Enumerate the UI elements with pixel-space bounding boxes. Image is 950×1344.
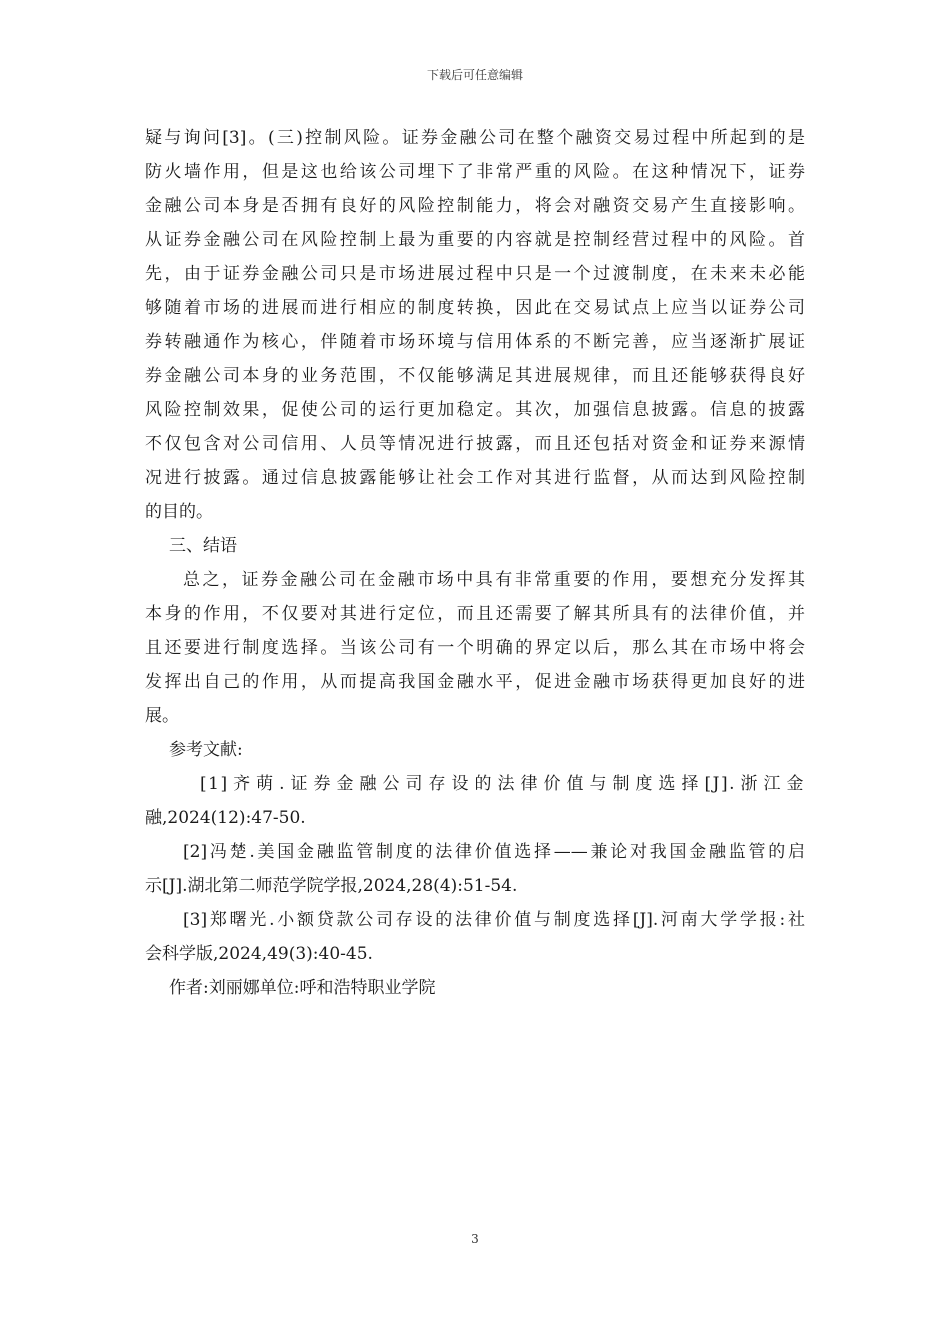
text-line: 展。	[145, 706, 179, 726]
reference-line: 融,2024(12):47-50.	[145, 808, 306, 828]
paragraph-risk-control	[145, 121, 805, 529]
text-line: 不仅包含对公司信用、人员等情况进行披露，而且还包括对资金和证券来源情	[145, 434, 805, 454]
reference-line: [3]郑曙光.小额贷款公司存设的法律价值与制度选择[J].河南大学学报:社	[183, 910, 805, 930]
text-line: 况进行披露。通过信息披露能够让社会工作对其进行监督，从而达到风险控制	[145, 468, 805, 488]
text-line: 的目的。	[145, 502, 213, 522]
text-line: 风险控制效果，促使公司的运行更加稳定。其次，加强信息披露。信息的披露	[145, 400, 805, 420]
reference-item	[145, 767, 805, 835]
text-line: 总之，证券金融公司在金融市场中具有非常重要的作用，要想充分发挥其	[183, 570, 805, 590]
reference-item	[145, 903, 805, 971]
text-line: 先，由于证券金融公司只是市场进展过程中只是一个过渡制度，在未来未必能	[145, 264, 805, 284]
text-line: 防火墙作用，但是这也给该公司埋下了非常严重的风险。在这种情况下，证券	[145, 162, 805, 182]
references-title: 参考文献:	[169, 740, 243, 760]
text-line: 够随着市场的进展而进行相应的制度转换，因此在交易试点上应当以证券公司	[145, 298, 805, 318]
reference-line: 示[J].湖北第二师范学院学报,2024,28(4):51-54.	[145, 876, 518, 896]
text-line: 且还要进行制度选择。当该公司有一个明确的界定以后，那么其在市场中将会	[145, 638, 805, 658]
reference-line: [1]齐萌.证券金融公司存设的法律价值与制度选择[J].浙江金	[200, 774, 805, 794]
text-line: 发挥出自己的作用，从而提高我国金融水平，促进金融市场获得更加良好的进	[145, 672, 805, 692]
document-body	[145, 121, 805, 1005]
page-header-note: 下载后可任意编辑	[426, 68, 523, 82]
text-line: 本身的作用，不仅要对其进行定位，而且还需要了解其所具有的法律价值，并	[145, 604, 805, 624]
text-line: 券金融公司本身的业务范围，不仅能够满足其进展规律，而且还能够获得良好	[145, 366, 805, 386]
paragraph-conclusion	[145, 563, 805, 733]
text-line: 金融公司本身是否拥有良好的风险控制能力，将会对融资交易产生直接影响。	[145, 196, 805, 216]
text-line: 券转融通作为核心，伴随着市场环境与信用体系的不断完善，应当逐渐扩展证	[145, 332, 805, 352]
reference-line: 会科学版,2024,49(3):40-45.	[145, 944, 373, 964]
page-number: 3	[471, 1232, 479, 1246]
reference-list	[145, 767, 805, 971]
text-line: 从证券金融公司在风险控制上最为重要的内容就是控制经营过程中的风险。首	[145, 230, 805, 250]
reference-item	[145, 835, 805, 903]
text-line: 疑与询问[3]。(三)控制风险。证券金融公司在整个融资交易过程中所起到的是	[145, 128, 805, 148]
author-info: 作者:刘丽娜单位:呼和浩特职业学院	[169, 978, 436, 998]
section-title-conclusion: 三、结语	[169, 536, 237, 556]
reference-line: [2]冯楚.美国金融监管制度的法律价值选择——兼论对我国金融监管的启	[183, 842, 805, 862]
